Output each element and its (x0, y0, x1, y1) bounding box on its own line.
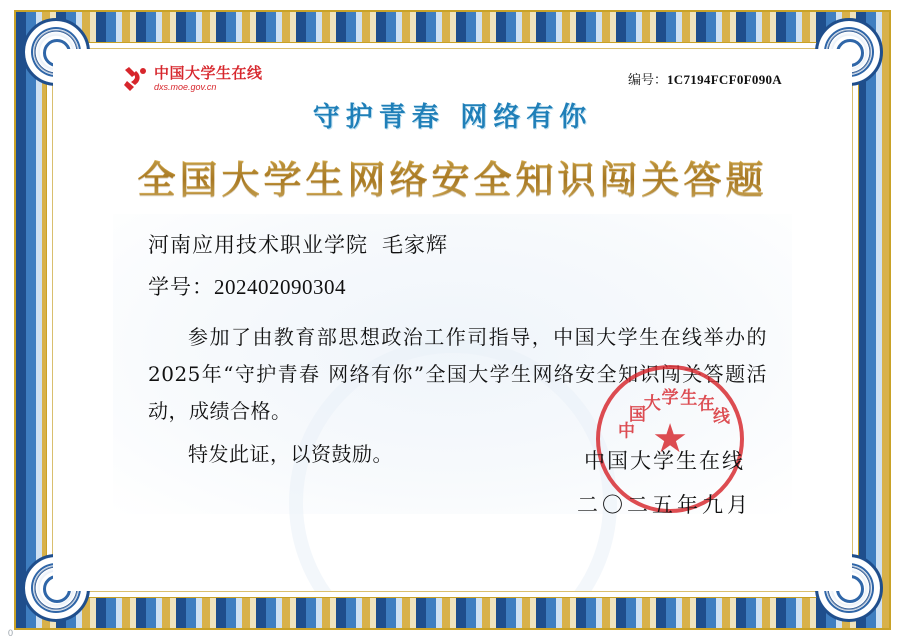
student-id-value: 202402090304 (214, 275, 346, 299)
certificate-body (148, 229, 767, 473)
serial-label: 编号： (627, 72, 667, 87)
student-id-label: 学号： (148, 275, 214, 299)
certificate-subtitle: 守护青春 网络有你 (312, 102, 593, 133)
site-logo (123, 65, 263, 93)
serial-number (628, 69, 782, 88)
signature-block (577, 445, 752, 519)
certificate-paragraph-2: 特发此证，以资鼓励。 (188, 442, 393, 466)
logo-text-cn: 中国大学生在线 (154, 65, 263, 82)
running-figure-logo-icon (123, 65, 149, 93)
certificate-title: 全国大学生网络安全知识闯关答题 (53, 149, 852, 204)
certificate-paragraph-1: 参加了由教育部思想政治工作司指导，中国大学生在线举办的2025年“守护青春 网络有你”全国大学生网络安全知识闯关答题活动，成绩合格。 (148, 325, 767, 423)
recipient-school: 河南应用技术职业学院 (148, 233, 368, 257)
logo-text-en: dxs.moe.gov.cn (154, 82, 217, 92)
certificate-content-area (53, 49, 852, 591)
serial-value: 1C7194FCF0F090A (667, 72, 782, 87)
page-number: 0 (8, 628, 14, 638)
student-id-line (148, 271, 767, 301)
signature-organization: 中国大学生在线 (584, 449, 745, 473)
signature-date: 二〇二五年九月 (577, 493, 752, 517)
recipient-name: 毛家辉 (382, 233, 448, 257)
recipient-line (148, 229, 767, 259)
seal-ring-text: 中 国 大 学 生 在 线 (618, 388, 730, 442)
